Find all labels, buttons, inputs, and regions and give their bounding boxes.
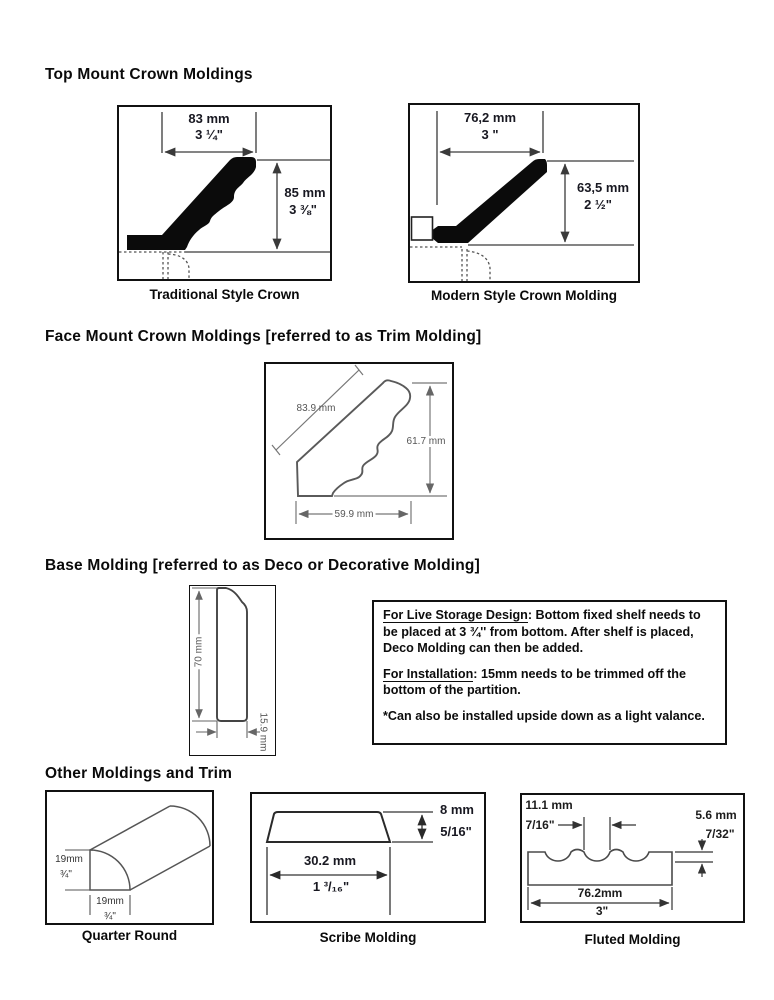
hidden-detail-dashed (462, 249, 490, 281)
scribe-width-in-label: 1 ³/₁₆" (312, 879, 350, 894)
note-installation (383, 666, 716, 699)
quarter-width-in-label: ¾" (104, 911, 116, 922)
note-live-storage-text: : Bottom fixed shelf needs to be placed at 3 ¾'' from bottom. After shelf is placed, Deco Molding can then be added. (383, 608, 701, 656)
trad-height-in-label: 3 ⅜" (289, 202, 317, 217)
scribe-height-in-label: 5/16" (440, 824, 472, 839)
scribe-width-mm-label: 30.2 mm (303, 853, 357, 868)
diagram-base-molding (189, 585, 276, 756)
diagram-face-mount-crown (264, 362, 454, 540)
depth-reference-lines (675, 852, 713, 862)
fluted-flute-in-label: 7/16" (525, 818, 555, 832)
flute-ticks (584, 817, 610, 850)
traditional-crown-profile (127, 157, 256, 250)
hidden-detail-dashed (163, 252, 189, 279)
face-width-label: 59.9 mm (334, 509, 374, 520)
modern-width-in-label: 3 " (481, 127, 499, 142)
trad-width-in-label: 3 ¼" (195, 127, 223, 142)
quarter-height-in-label: ¾" (60, 869, 72, 880)
quarter-width-mm-label: 19mm (96, 896, 124, 907)
scribe-profile (267, 812, 390, 842)
note-installation-label: For Installation (383, 666, 474, 681)
fluted-profile (528, 850, 672, 886)
trad-height-mm-label: 85 mm (284, 185, 326, 200)
base-molding-profile (217, 588, 247, 721)
caption-traditional: Traditional Style Crown (149, 287, 300, 302)
caption-quarter-round: Quarter Round (81, 928, 178, 943)
caption-modern: Modern Style Crown Molding (431, 288, 617, 303)
fluted-flute-mm-label: 11.1 mm (525, 798, 573, 812)
fluted-width-mm-label: 76.2mm (577, 886, 623, 900)
note-live-storage (383, 607, 716, 657)
quarter-round-back-arc (170, 806, 210, 846)
design-note-box (372, 600, 727, 745)
thickness-ticks (217, 721, 247, 738)
base-height-label: 70 mm (193, 636, 205, 668)
heading-top-mount: Top Mount Crown Moldings (45, 66, 253, 83)
note-installation-text: : 15mm needs to be trimmed off the bottom of the partition. (383, 666, 686, 698)
fluted-depth-in-label: 7/32" (705, 827, 735, 841)
face-mount-profile (297, 380, 410, 496)
caption-fluted: Fluted Molding (584, 932, 681, 947)
trad-width-mm-label: 83 mm (188, 111, 230, 126)
heading-face-mount: Face Mount Crown Moldings [referred to as Trim Molding] (45, 328, 482, 345)
diagram-fluted-molding (520, 793, 745, 923)
face-height-label: 61.7 mm (406, 436, 446, 447)
heading-base: Base Molding [referred to as Deco or Decorative Molding] (45, 557, 480, 574)
heading-other: Other Moldings and Trim (45, 765, 233, 782)
modern-crown-profile (427, 159, 547, 243)
diagram-scribe-molding (250, 792, 486, 923)
fluted-depth-mm-label: 5.6 mm (695, 808, 737, 822)
note-live-storage-label: For Live Storage Design (383, 608, 528, 622)
caption-scribe: Scribe Molding (319, 930, 417, 945)
modern-height-in-label: 2 ½" (584, 197, 612, 212)
quarter-round-front-face (90, 850, 130, 890)
base-thickness-label: 15.9 mm (257, 712, 269, 752)
note-valance: *Can also be installed upside down as a light valance. (383, 709, 705, 724)
scribe-height-mm-label: 8 mm (440, 802, 474, 817)
diagram-modern-crown (408, 103, 640, 283)
diagram-traditional-crown (117, 105, 332, 281)
face-slant-label: 83.9 mm (296, 403, 336, 414)
modern-width-mm-label: 76,2 mm (463, 110, 517, 125)
diagram-quarter-round (45, 790, 214, 925)
quarter-height-mm-label: 19mm (55, 854, 83, 865)
height-reference-lines (383, 812, 433, 842)
modern-height-mm-label: 63,5 mm (576, 180, 630, 195)
fluted-width-in-label: 3" (595, 904, 609, 918)
panel-section-square (412, 217, 433, 240)
